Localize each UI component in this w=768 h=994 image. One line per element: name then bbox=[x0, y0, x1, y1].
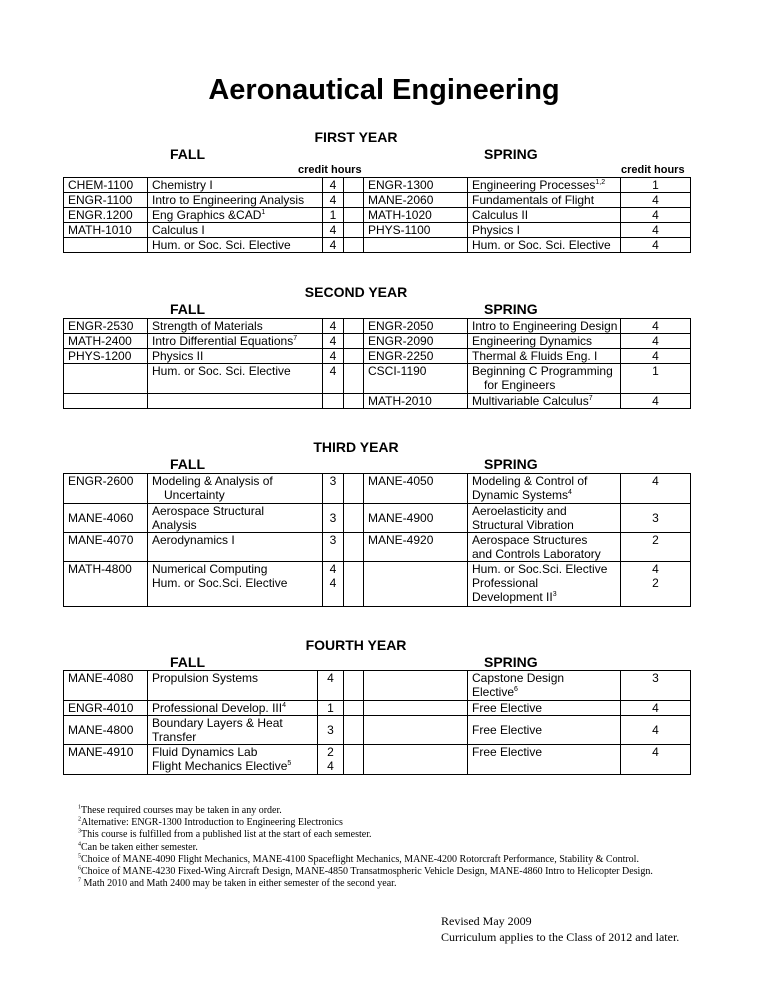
course-title: Eng Graphics &CAD$^1$ bbox=[148, 208, 323, 223]
page-title: Aeronautical Engineering bbox=[208, 74, 560, 106]
credit-value: 1 bbox=[318, 701, 344, 716]
course-title: Aerospace Structures and Controls Laboratory bbox=[468, 533, 621, 562]
course-title: Boundary Layers & Heat Transfer bbox=[148, 716, 318, 745]
spacer-cell bbox=[344, 701, 364, 716]
course-title: Fluid Dynamics Lab Flight Mechanics Elective$^5$ bbox=[148, 745, 318, 775]
credit-value: 4 bbox=[323, 364, 344, 394]
course-code: ENGR-1100 bbox=[64, 193, 148, 208]
revised-date: Revised May 2009 bbox=[441, 914, 532, 928]
year-heading-third: THIRD YEAR bbox=[313, 439, 399, 455]
spacer-cell bbox=[344, 504, 364, 533]
course-code: ENGR-2600 bbox=[64, 474, 148, 504]
credit-hours-label: credit hours bbox=[621, 164, 685, 176]
course-code: ENGR-2530 bbox=[64, 319, 148, 334]
course-title: Hum. or Soc. Sci. Elective bbox=[148, 364, 323, 394]
year-heading-fourth: FOURTH YEAR bbox=[305, 637, 407, 653]
credit-value: 4 bbox=[621, 208, 691, 223]
fall-heading: FALL bbox=[170, 301, 205, 317]
spacer-cell bbox=[344, 562, 364, 607]
footnote-ref: 7 bbox=[588, 395, 593, 402]
credit-value bbox=[323, 394, 344, 409]
course-code: MANE-4920 bbox=[364, 533, 468, 562]
credit-value: 4 bbox=[621, 349, 691, 364]
course-code: PHYS-1200 bbox=[64, 349, 148, 364]
credit-value: 4 bbox=[323, 238, 344, 253]
course-code: MANE-4060 bbox=[64, 504, 148, 533]
course-code: ENGR.1200 bbox=[64, 208, 148, 223]
course-code: MANE-4800 bbox=[64, 716, 148, 745]
credit-value: 3 bbox=[323, 474, 344, 504]
credit-value: 3 bbox=[318, 716, 344, 745]
course-title: Chemistry I bbox=[148, 178, 323, 193]
course-code: MANE-4050 bbox=[364, 474, 468, 504]
credit-value: 4 bbox=[323, 193, 344, 208]
course-code bbox=[364, 562, 468, 607]
course-code: CSCI-1190 bbox=[364, 364, 468, 394]
credit-value: 4 bbox=[323, 178, 344, 193]
course-title: Hum. or Soc. Sci. Elective bbox=[148, 238, 323, 253]
footnote-ref: 1,2 bbox=[595, 179, 606, 186]
spring-heading: SPRING bbox=[484, 456, 538, 472]
course-title: Free Elective bbox=[468, 716, 621, 745]
credit-value: 4 bbox=[621, 745, 691, 775]
course-title: Free Elective bbox=[468, 701, 621, 716]
second-year-table bbox=[63, 318, 691, 409]
footnote: $^1$These required courses may be taken in any order. bbox=[78, 804, 282, 816]
spacer-cell bbox=[344, 533, 364, 562]
course-code bbox=[64, 364, 148, 394]
course-title: Multivariable Calculus$^7$ bbox=[468, 394, 621, 409]
course-code: ENGR-4010 bbox=[64, 701, 148, 716]
course-title: Strength of Materials bbox=[148, 319, 323, 334]
course-code: ENGR-1300 bbox=[364, 178, 468, 193]
credit-hours-label: credit hours bbox=[298, 164, 362, 176]
fall-heading: FALL bbox=[170, 456, 205, 472]
course-code bbox=[364, 238, 468, 253]
course-code: MANE-4070 bbox=[64, 533, 148, 562]
revision-note bbox=[441, 913, 679, 945]
course-title: Physics I bbox=[468, 223, 621, 238]
spacer-cell bbox=[344, 208, 364, 223]
spacer-cell bbox=[344, 745, 364, 775]
course-code: MANE-4900 bbox=[364, 504, 468, 533]
course-title: Physics II bbox=[148, 349, 323, 364]
footnote-ref: 5 bbox=[287, 760, 292, 767]
course-title: Modeling & Analysis of Uncertainty bbox=[148, 474, 323, 504]
course-title: Calculus I bbox=[148, 223, 323, 238]
course-title: Intro Differential Equations$^7$ bbox=[148, 334, 323, 349]
course-code bbox=[364, 671, 468, 701]
credit-value: 4 bbox=[621, 716, 691, 745]
credit-value: 4 bbox=[323, 319, 344, 334]
course-title: Numerical Computing Hum. or Soc.Sci. Elective bbox=[148, 562, 323, 607]
spring-heading: SPRING bbox=[484, 146, 538, 162]
course-title: Hum. or Soc. Sci. Elective bbox=[468, 238, 621, 253]
spacer-cell bbox=[344, 716, 364, 745]
course-title: Engineering Processes$^{1,2}$ bbox=[468, 178, 621, 193]
credit-value: 3 bbox=[323, 504, 344, 533]
credit-value: 3 bbox=[621, 671, 691, 701]
course-code: MANE-2060 bbox=[364, 193, 468, 208]
credit-value: 4 bbox=[621, 474, 691, 504]
course-code: MANE-4080 bbox=[64, 671, 148, 701]
spacer-cell bbox=[344, 349, 364, 364]
spacer-cell bbox=[344, 223, 364, 238]
credit-value: 4 bbox=[621, 701, 691, 716]
credit-value: 1 bbox=[621, 178, 691, 193]
footnotes bbox=[78, 805, 728, 890]
spacer-cell bbox=[344, 238, 364, 253]
year-heading-second: SECOND YEAR bbox=[304, 284, 408, 300]
credit-value: 4 bbox=[621, 319, 691, 334]
credit-value: 1 bbox=[323, 208, 344, 223]
footnote: $^2$Alternative: ENGR-1300 Introduction to Engineering Electronics bbox=[78, 816, 343, 829]
course-code: MATH-1010 bbox=[64, 223, 148, 238]
course-code bbox=[64, 238, 148, 253]
credit-value: 2 4 bbox=[318, 745, 344, 775]
credit-value: 4 bbox=[323, 349, 344, 364]
course-code: PHYS-1100 bbox=[364, 223, 468, 238]
course-code bbox=[364, 716, 468, 745]
course-code: ENGR-2050 bbox=[364, 319, 468, 334]
footnote: $^6$Choice of MANE-4230 Fixed-Wing Aircraft Design, MANE-4850 Transatmospheric Vehicle Design, MANE-4860 Intro to Helicopter Design. bbox=[78, 865, 653, 878]
credit-value: 3 bbox=[323, 533, 344, 562]
credit-value: 4 bbox=[323, 334, 344, 349]
course-title: Capstone Design Elective$^6$ bbox=[468, 671, 621, 701]
course-code: ENGR-2090 bbox=[364, 334, 468, 349]
footnote-ref: 3 bbox=[552, 591, 557, 598]
course-code: MATH-1020 bbox=[364, 208, 468, 223]
footnote-ref: 4 bbox=[568, 489, 572, 496]
credit-value: 1 bbox=[621, 364, 691, 394]
spacer-cell bbox=[344, 193, 364, 208]
course-code: CHEM-1100 bbox=[64, 178, 148, 193]
course-title: Fundamentals of Flight bbox=[468, 193, 621, 208]
fall-heading: FALL bbox=[170, 146, 205, 162]
course-code: MATH-4800 bbox=[64, 562, 148, 607]
course-code: MATH-2010 bbox=[364, 394, 468, 409]
course-code bbox=[364, 701, 468, 716]
credit-value: 4 bbox=[621, 223, 691, 238]
course-title bbox=[148, 394, 323, 409]
fourth-year-table bbox=[63, 670, 691, 775]
course-title: Calculus II bbox=[468, 208, 621, 223]
spacer-cell bbox=[344, 474, 364, 504]
spring-heading: SPRING bbox=[484, 301, 538, 317]
footnote-ref: 4 bbox=[282, 702, 286, 709]
course-title: Propulsion Systems bbox=[148, 671, 318, 701]
curriculum-applies: Curriculum applies to the Class of 2012 and later. bbox=[441, 930, 680, 944]
first-year-table bbox=[63, 177, 691, 253]
course-title: Engineering Dynamics bbox=[468, 334, 621, 349]
course-title: Intro to Engineering Design bbox=[468, 319, 621, 334]
credit-value: 4 bbox=[621, 394, 691, 409]
spacer-cell bbox=[344, 671, 364, 701]
spacer-cell bbox=[344, 178, 364, 193]
course-title: Professional Develop. III$^4$ bbox=[148, 701, 318, 716]
course-title: Free Elective bbox=[468, 745, 621, 775]
spacer-cell bbox=[344, 364, 364, 394]
credit-value: 4 bbox=[621, 193, 691, 208]
footnote-ref: 7 bbox=[293, 335, 298, 342]
course-title: Intro to Engineering Analysis bbox=[148, 193, 323, 208]
spring-heading: SPRING bbox=[484, 654, 538, 670]
course-title: Aerodynamics I bbox=[148, 533, 323, 562]
footnote: $^3$This course is fulfilled from a published list at the start of each semester. bbox=[78, 829, 372, 841]
spacer-cell bbox=[344, 394, 364, 409]
course-title: Aeroelasticity and Structural Vibration bbox=[468, 504, 621, 533]
fall-heading: FALL bbox=[170, 654, 205, 670]
course-code: MANE-4910 bbox=[64, 745, 148, 775]
footnote-ref: 1 bbox=[261, 209, 266, 216]
course-title: Beginning C Programming for Engineers bbox=[468, 364, 621, 394]
credit-value: 4 bbox=[323, 223, 344, 238]
credit-value: 4 bbox=[621, 334, 691, 349]
spacer-cell bbox=[344, 334, 364, 349]
credit-value: 4 2 bbox=[621, 562, 691, 607]
credit-value: 3 bbox=[621, 504, 691, 533]
third-year-table bbox=[63, 473, 691, 607]
course-code bbox=[364, 745, 468, 775]
footnote: $^4$Can be taken either semester. bbox=[78, 841, 198, 853]
credit-value: 4 4 bbox=[323, 562, 344, 607]
credit-value: 2 bbox=[621, 533, 691, 562]
course-title: Thermal & Fluids Eng. I bbox=[468, 349, 621, 364]
course-title: Aerospace Structural Analysis bbox=[148, 504, 323, 533]
course-title: Modeling & Control of Dynamic Systems$^4$ bbox=[468, 474, 621, 504]
course-title: Hum. or Soc.Sci. Elective Professional Development $II^3$ bbox=[468, 562, 621, 607]
year-heading-first: FIRST YEAR bbox=[314, 129, 398, 145]
credit-value: 4 bbox=[318, 671, 344, 701]
credit-value: 4 bbox=[621, 238, 691, 253]
spacer-cell bbox=[344, 319, 364, 334]
footnote: $^5$Choice of MANE-4090 Flight Mechanics, MANE-4100 Spaceflight Mechanics, MANE-4200 Rotorcraft Performance, Stability & Control. bbox=[78, 853, 639, 865]
course-code bbox=[64, 394, 148, 409]
course-code: MATH-2400 bbox=[64, 334, 148, 349]
footnote: $^7$ Math 2010 and Math 2400 may be taken in either semester of the second year. bbox=[78, 877, 397, 890]
footnote-ref: 6 bbox=[514, 686, 518, 693]
course-code: ENGR-2250 bbox=[364, 349, 468, 364]
